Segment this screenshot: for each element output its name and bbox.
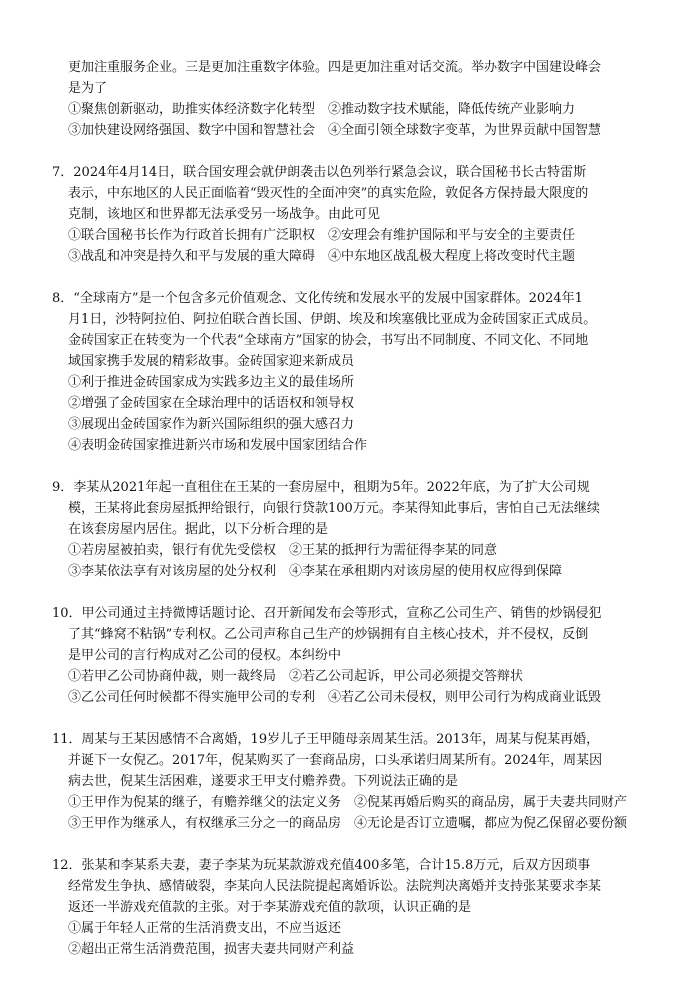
q12-stem-line: 12．张某和李某系夫妻，妻子李某为玩某款游戏充值400多笔，合计15.8万元，后双方因琐事: [52, 858, 591, 873]
q10-stem-line: 是甲公司的言行构成对乙公司的侵权。本纠纷中: [68, 648, 342, 663]
q8-stem-line: 8．“全球南方”是一个包含多元价值观念、文化传统和发展水平的发展中国家群体。2024年1: [52, 291, 583, 306]
q9-stem-line: 模，王某将此套房屋抵押给银行，向银行贷款100万元。李某得知此事后，害怕自己无法继续: [68, 501, 600, 516]
q7-stem-line: 7．2024年4月14日，联合国安理会就伊朗袭击以色列举行紧急会议，联合国秘书长古特雷斯: [52, 165, 587, 180]
q11-stem-line: 病去世，倪某生活困难，遂要求王甲支付赡养费。下列说法正确的是: [68, 774, 459, 789]
q8-stem-line: 域国家携手发展的精彩故事。金砖国家迎来新成员: [68, 354, 355, 369]
q7-stem-line: 表示，中东地区的人民正面临着“毁灭性的全面冲突”的真实危险，敦促各方保持最大限度的: [68, 186, 589, 201]
q9-option-line: ③李某依法享有对该房屋的处分权利 ④李某在承租期内对该房屋的使用权应得到保障: [68, 564, 563, 579]
q11-option-line: ①王甲作为倪某的继子，有赡养继父的法定义务 ②倪某再婚后购买的商品房，属于夫妻共同财产: [68, 795, 628, 810]
q12-stem-line: 经常发生争执、感情破裂，李某向人民法院提起离婚诉讼。法院判决离婚并支持张某要求李某: [68, 879, 602, 894]
q11-option-line: ③王甲作为继承人，有权继承三分之一的商品房 ④无论是否订立遗嘱，都应为倪乙保留必要份额: [68, 816, 628, 831]
q10-stem-line: 10．甲公司通过主持微博话题讨论、召开新闻发布会等形式，宣称乙公司生产、销售的炒锅侵犯: [52, 606, 602, 621]
q8-option-line: ②增强了金砖国家在全球治理中的话语权和领导权: [68, 396, 355, 411]
q6-option-line: ①聚焦创新驱动，助推实体经济数字化转型 ②推动数字技术赋能，降低传统产业影响力: [68, 102, 576, 117]
q8-stem-line: 月1日，沙特阿拉伯、阿拉伯联合酋长国、伊朗、埃及和埃塞俄比亚成为金砖国家正式成员。: [68, 312, 597, 327]
q8-option-line: ④表明金砖国家推进新兴市场和发展中国家团结合作: [68, 438, 368, 453]
q6-stem-line: 更加注重服务企业。三是更加注重数字体验。四是更加注重对话交流。举办数字中国建设峰会: [68, 60, 602, 75]
q8-option-line: ①利于推进金砖国家成为实践多边主义的最佳场所: [68, 375, 355, 390]
q8-stem-line: 金砖国家正在转变为一个代表“全球南方”国家的协会，书写出不同制度、不同文化、不同地: [68, 333, 589, 348]
q12-option-line: ②超出正常生活消费范围，损害夫妻共同财产利益: [68, 942, 355, 957]
q10-stem-line: 了其“蜂窝不粘锅”专利权。乙公司声称自己生产的炒锅拥有自主核心技术，并不侵权，反倒: [68, 627, 589, 642]
q11-stem-line: 11．周某与王某因感情不合离婚，19岁儿子王甲随母亲周某生活。2013年，周某与倪某再婚，: [52, 732, 600, 747]
q9-stem-line: 9．李某从2021年起一直租住在王某的一套房屋中，租期为5年。2022年底，为了扩大公司规: [52, 480, 590, 495]
q10-option-line: ③乙公司任何时候都不得实施甲公司的专利 ④若乙公司未侵权，则甲公司行为构成商业诋毁: [68, 690, 602, 705]
q9-stem-line: 在该套房屋内居住。据此，以下分析合理的是: [68, 522, 329, 537]
q6-option-line: ③加快建设网络强国、数字中国和智慧社会 ④全面引领全球数字变革，为世界贡献中国智慧: [68, 123, 602, 138]
q11-stem-line: 并诞下一女倪乙。2017年，倪某购买了一套商品房，口头承诺归周某所有。2024年，周某因: [68, 753, 603, 768]
q8-option-line: ③展现出金砖国家作为新兴国际组织的强大感召力: [68, 417, 355, 432]
q9-option-line: ①若房屋被拍卖，银行有优先受偿权 ②王某的抵押行为需征得李某的同意: [68, 543, 498, 558]
q7-stem-line: 克制，该地区和世界都无法承受另一场战争。由此可见: [68, 207, 381, 222]
q10-option-line: ①若甲乙公司协商仲裁，则一裁终局 ②若乙公司起诉，甲公司必须提交答辩状: [68, 669, 524, 684]
q7-option-line: ③战乱和冲突是持久和平与发展的重大障碍 ④中东地区战乱极大程度上将改变时代主题: [68, 249, 576, 264]
q6-stem-line: 是为了: [68, 81, 108, 96]
q12-stem-line: 返还一半游戏充值款的主张。对于李某游戏充值的款项，认识正确的是: [68, 900, 472, 915]
q12-option-line: ①属于年轻人正常的生活消费支出，不应当返还: [68, 921, 342, 936]
q7-option-line: ①联合国秘书长作为行政首长拥有广泛职权 ②安理会有维护国际和平与安全的主要责任: [68, 228, 576, 243]
